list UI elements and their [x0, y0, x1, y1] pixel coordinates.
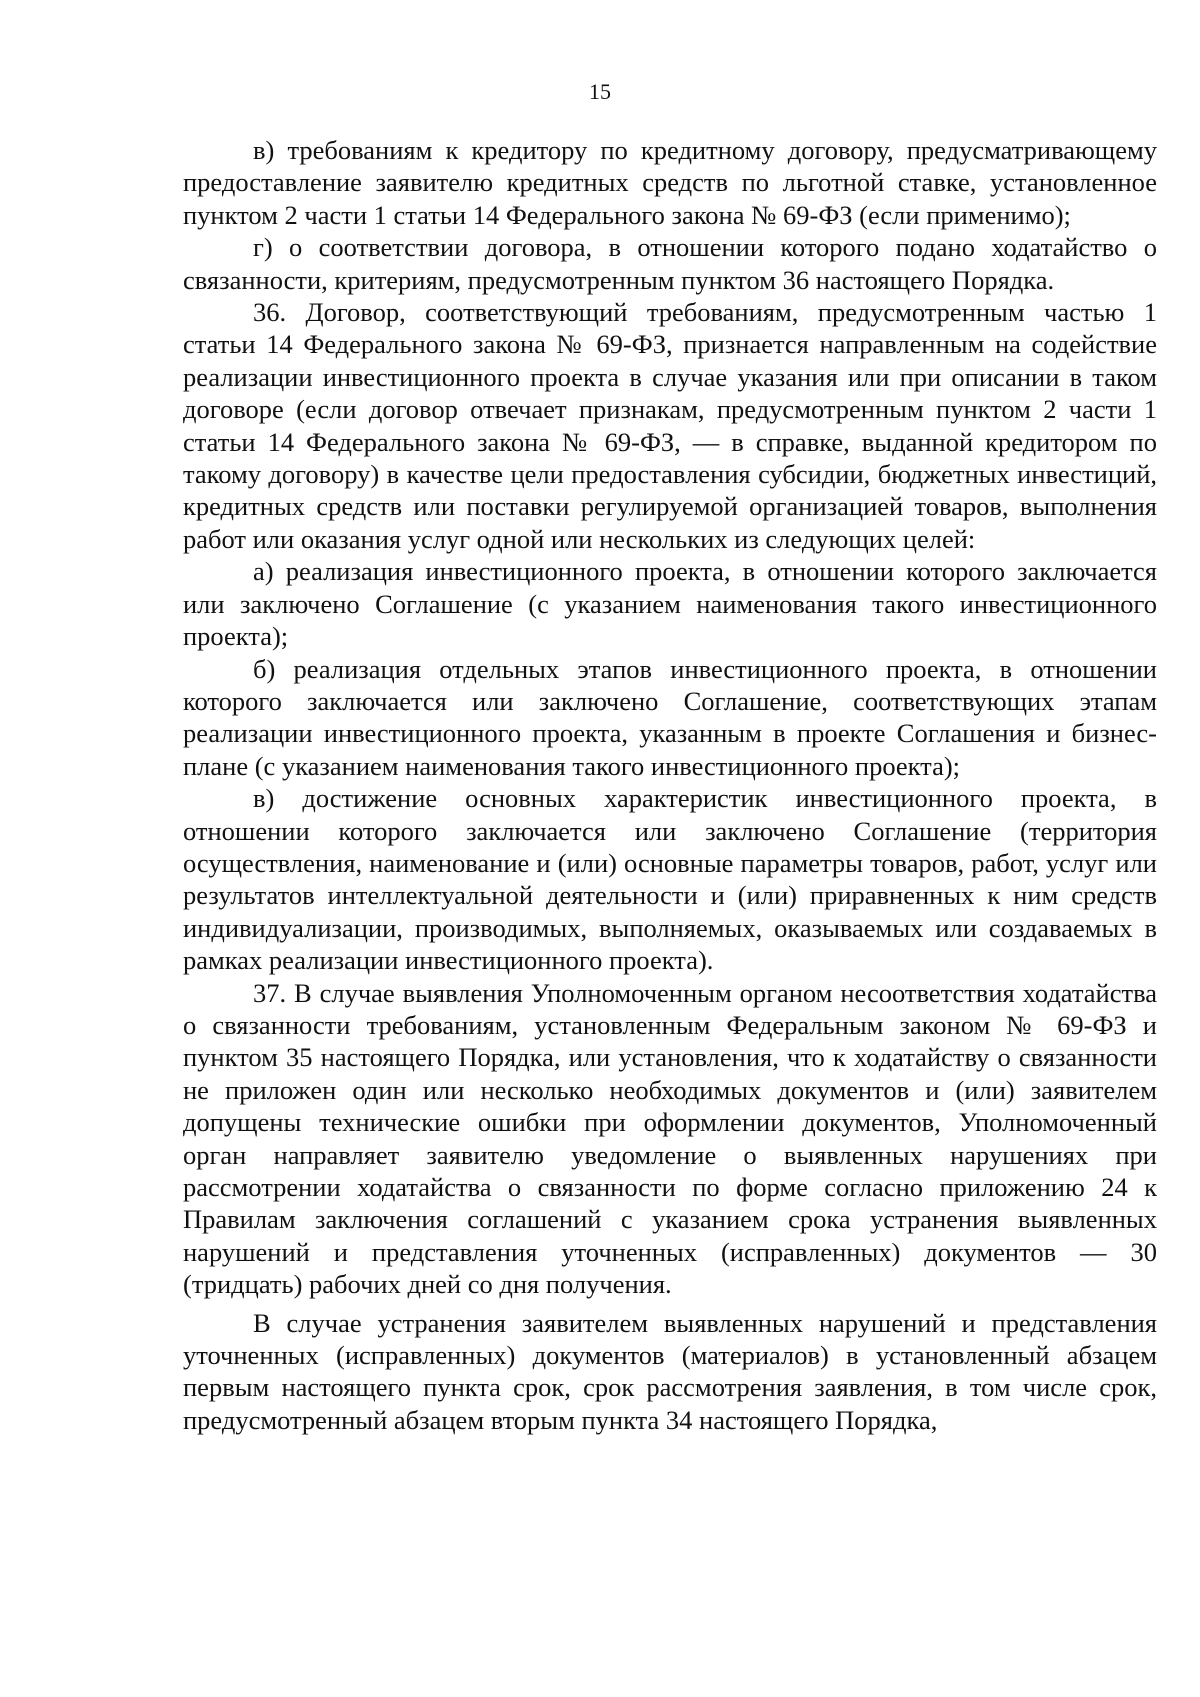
paragraph-36-v: в) достижение основных характеристик инвестиционного проекта, в отношении которого заключается или заключено Соглашение (территория осуществления, наименование и (или) основные параметры товаров, работ, услуг или результатов интеллектуальной деятельности и (или) приравненных к ним средств индивидуализации, производимых, выполняемых, оказываемых или создаваемых в рамках реализации инвестиционного проекта). — [183, 783, 1157, 976]
paragraph-35-v: в) требованиям к кредитору по кредитному договору, предусматривающему предоставление заявителю кредитных средств по льготной ставке, установленное пунктом 2 части 1 статьи 14 Федерального закона № 69-ФЗ (если применимо); — [183, 135, 1157, 230]
page-number: 15 — [589, 79, 611, 104]
paragraph-36-a: а) реализация инвестиционного проекта, в отношении которого заключается или заключено Соглашение (с указанием наименования такого инвестиционного проекта); — [183, 556, 1157, 652]
paragraph-36: 36. Договор, соответствующий требованиям, предусмотренным частью 1 статьи 14 Федерального закона № 69-ФЗ, признается направленным на содействие реализации инвестиционного проекта в случае указания или при описании в таком договоре (если договор отвечает признакам, предусмотренным пунктом 2 части 1 статьи 14 Федерального закона № 69-ФЗ, — в справке, выданной кредитором по такому договору) в качестве цели предоставления субсидии, бюджетных инвестиций, кредитных средств или поставки регулируемой организацией товаров, выполнения работ или оказания услуг одной или нескольких из следующих целей: — [183, 297, 1157, 554]
paragraph-36-b: б) реализация отдельных этапов инвестиционного проекта, в отношении которого заключается или заключено Соглашение, соответствующих этапам реализации инвестиционного проекта, указанным в проекте Соглашения и бизнес-плане (с указанием наименования такого инвестиционного проекта); — [183, 653, 1157, 781]
paragraph-37: 37. В случае выявления Уполномоченным органом несоответствия ходатайства о связанности требованиям, установленным Федеральным законом № 69-ФЗ и пунктом 35 настоящего Порядка, или установления, что к ходатайству о связанности не приложен один или несколько необходимых документов и (или) заявителем допущены технические ошибки при оформлении документов, Уполномоченный орган направляет заявителю уведомление о выявленных нарушениях при рассмотрении ходатайства о связанности по форме согласно приложению 24 к Правилам заключения соглашений с указанием срока устранения выявленных нарушений и представления уточненных (исправленных) документов — 30 (тридцать) рабочих дней со дня получения. — [183, 977, 1157, 1300]
paragraph-35-g: г) о соответствии договора, в отношении которого подано ходатайство о связанности, критериям, предусмотренным пунктом 36 настоящего Порядка. — [183, 232, 1157, 295]
paragraph-37-second: В случае устранения заявителем выявленных нарушений и представления уточненных (исправленных) документов (материалов) в установленный абзацем первым настоящего пункта срок, срок рассмотрения заявления, в том числе срок, предусмотренный абзацем вторым пункта 34 настоящего Порядка, — [183, 1307, 1157, 1435]
document-body — [183, 134, 1157, 1436]
